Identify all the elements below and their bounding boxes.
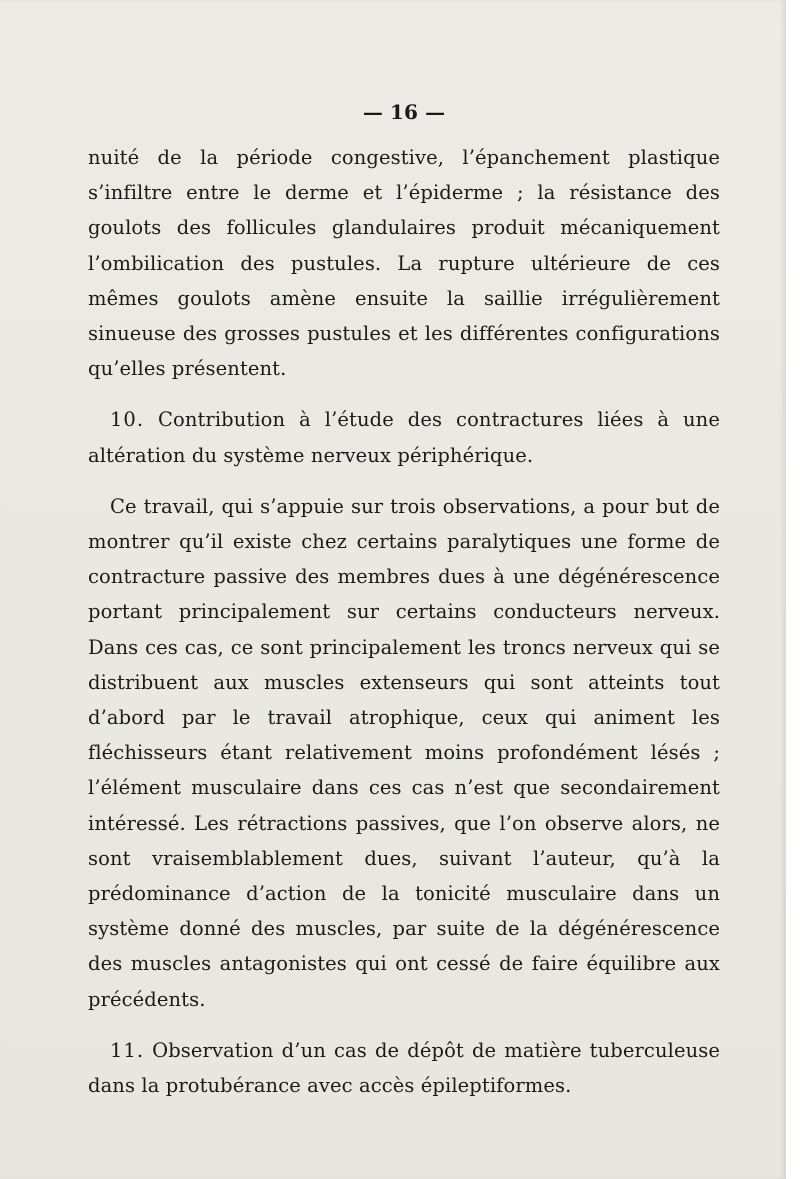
- paragraph-continuation: nuité de la période congestive, l’épanchement plastique s’infiltre entre le derme et l’épiderme ; la résistance des goulots des follicules glandulaires produit mécaniquement l’ombilication des pustules. La rupture ultérieure de ces mêmes goulots amène ensuite la saillie irrégulièrement sinueuse des grosses pustules et les différentes configurations qu’elles présentent.: [88, 146, 720, 381]
- page-edge: [786, 0, 800, 1179]
- item-number: 11.: [110, 1038, 145, 1062]
- page-number: — 16 —: [362, 100, 446, 124]
- item-number: 10.: [110, 408, 145, 432]
- item-heading-10: [88, 402, 720, 472]
- item-heading-11: [88, 1033, 720, 1103]
- paragraph-body: Ce travail, qui s’appuie sur trois observations, a pour but de montrer qu’il existe chez certains paralytiques une forme de contracture passive des membres dues à une dégénérescence portant principalement sur certains conducteurs nerveux. Dans ces cas, ce sont principalement les troncs nerveux qui se distribuent aux muscles extenseurs qui sont atteints tout d’abord par le travail atrophique, ceux qui animent les fléchisseurs étant relativement moins profondément lésés ; l’élément musculaire dans ces cas n’est que secondairement intéressé. Les rétractions passives, que l’on observe alors, ne sont vraisemblablement dues, suivant l’auteur, qu’à la prédominance d’action de la tonicité musculaire dans un système donné des muscles, par suite de la dégénérescence des muscles antagonistes qui ont cessé de faire équilibre aux précédents.: [88, 494, 720, 1011]
- text-block: [88, 96, 720, 1103]
- item-title: Contribution à l’étude des contractures liées à une altération du système nerveux périphérique.: [88, 408, 720, 467]
- item-title: Observation d’un cas de dépôt de matière tuberculeuse dans la protubérance avec accès épileptiformes.: [88, 1038, 720, 1098]
